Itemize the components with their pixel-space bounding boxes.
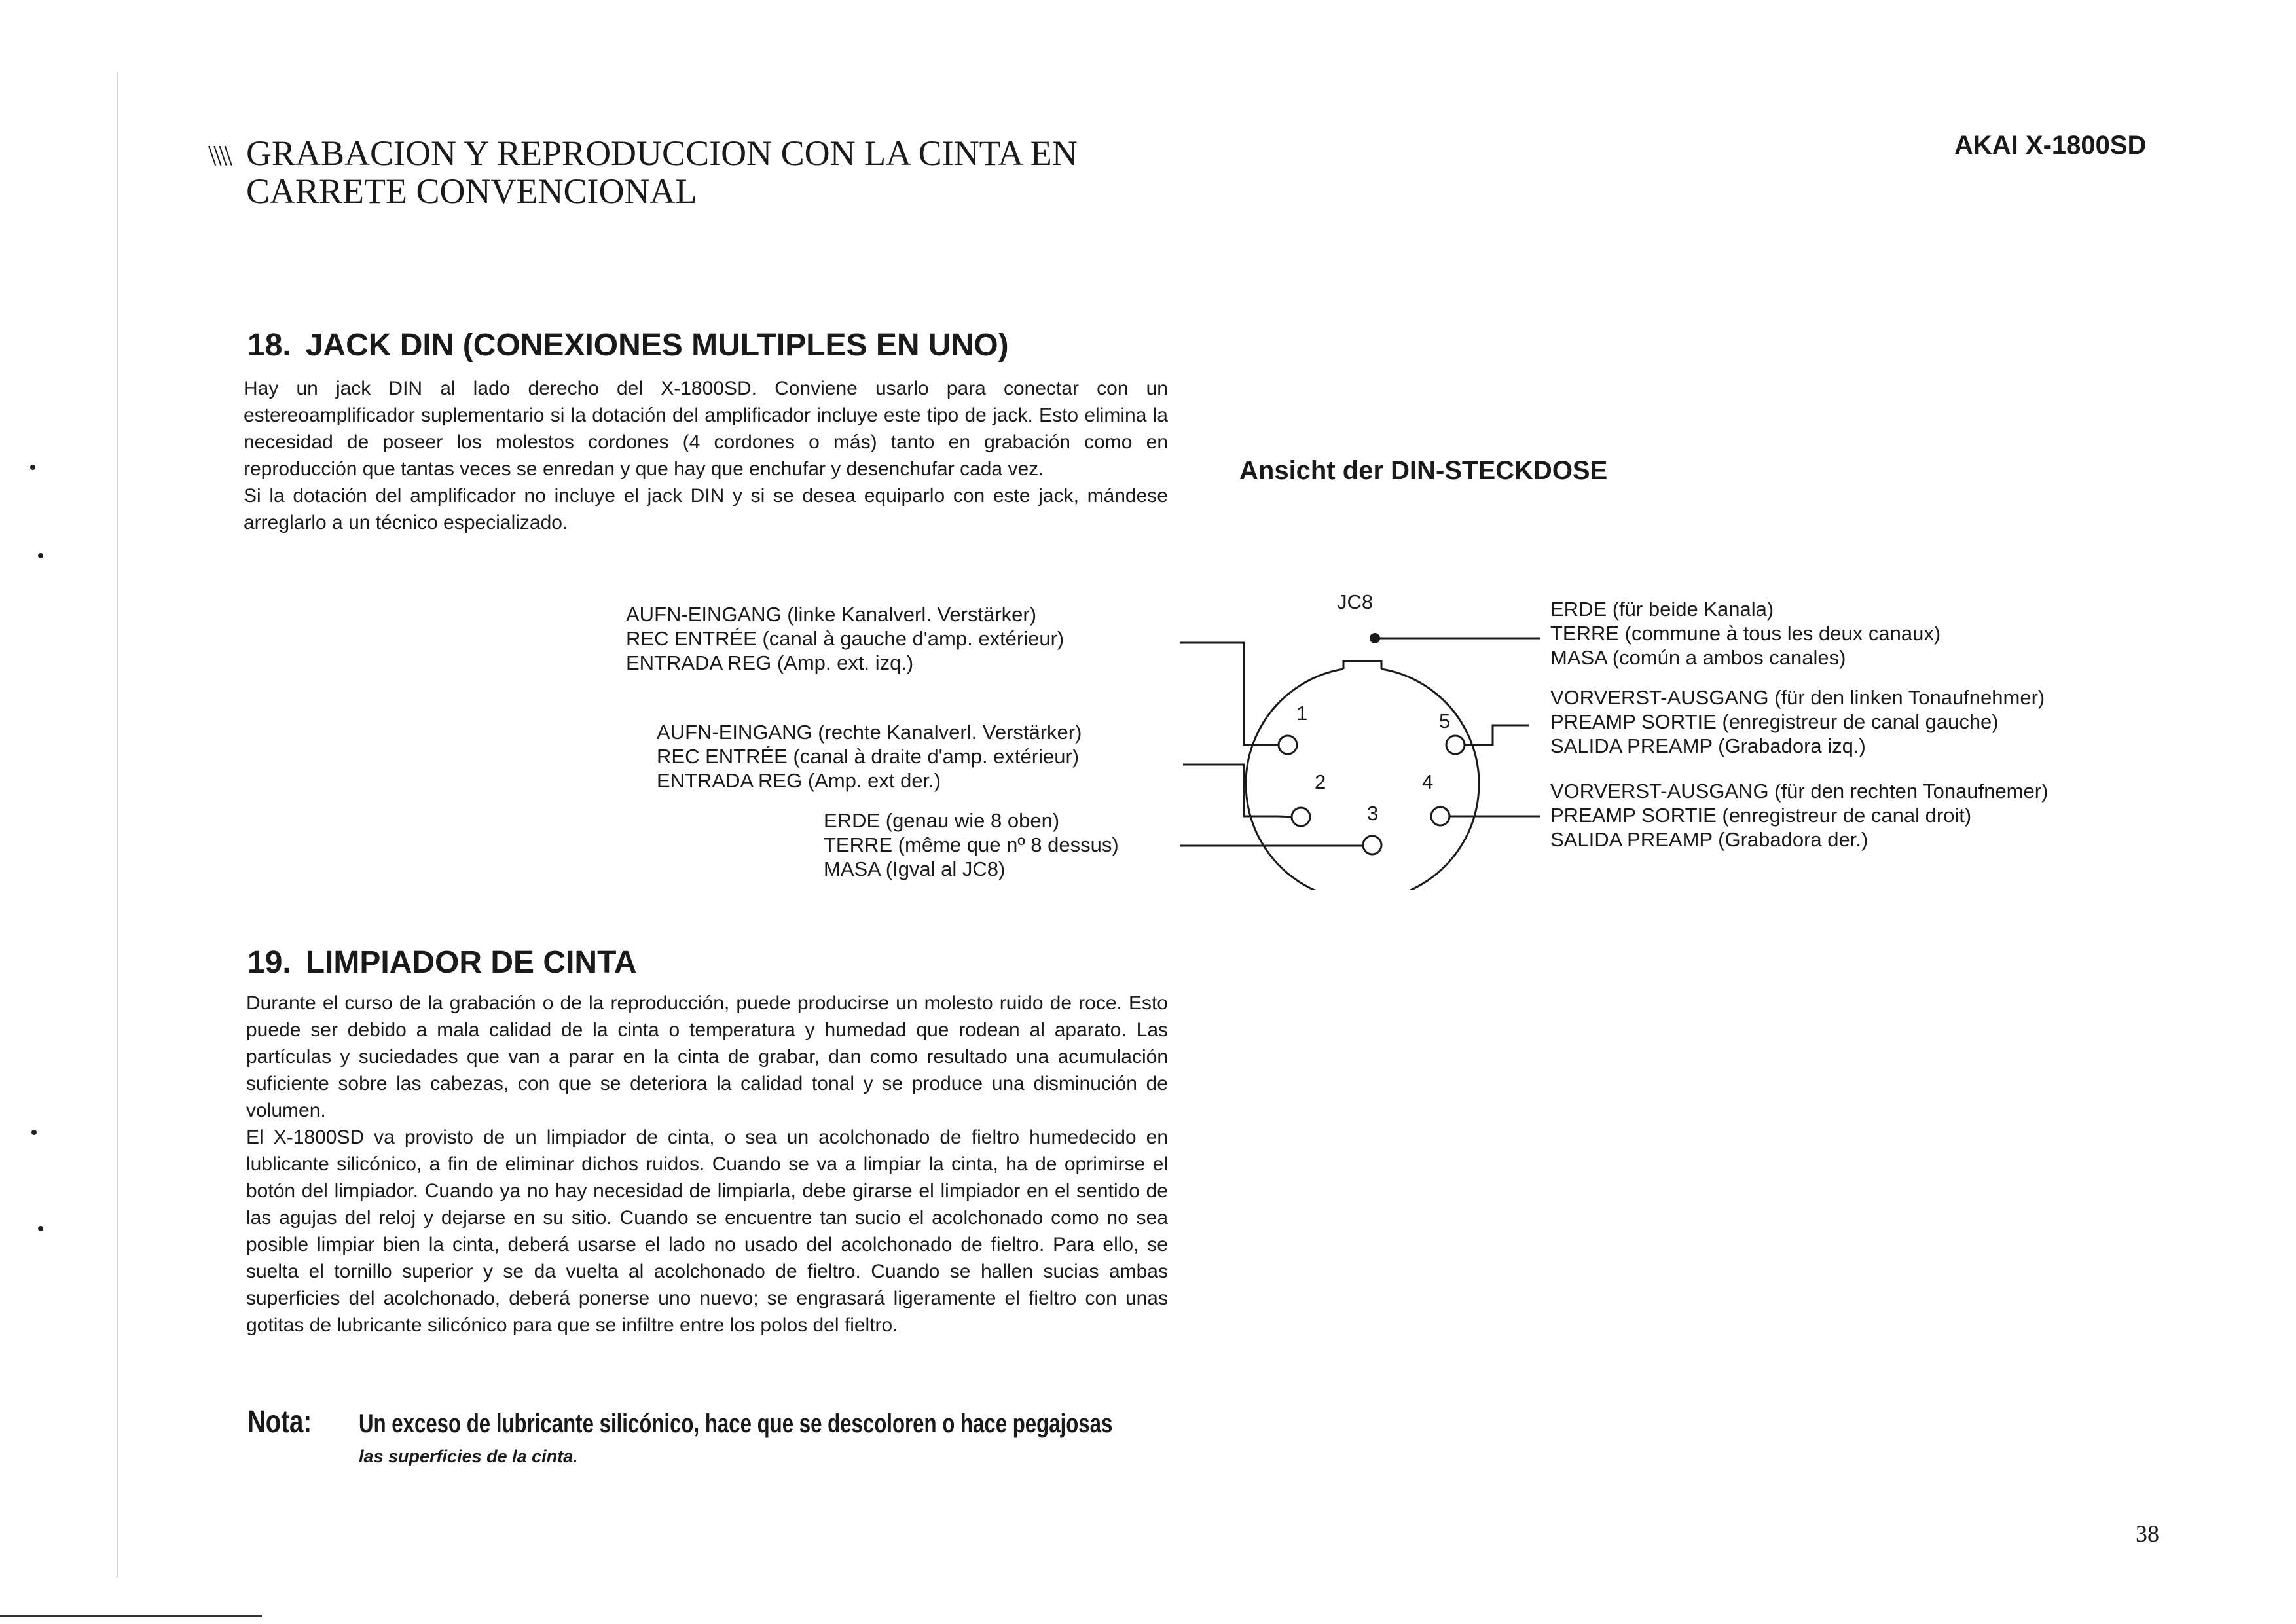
pin1-number: 1: [1296, 702, 1308, 725]
pin3-label-es: MASA (Igval al JC8): [824, 857, 1006, 880]
pin2-lead-line: [1183, 765, 1296, 817]
pin3-circle: [1363, 836, 1381, 854]
jack-label: JC8: [1337, 590, 1374, 613]
pin2-label-group: [657, 720, 1082, 793]
punch-dot: [31, 1130, 37, 1135]
note-label: Nota:: [247, 1405, 312, 1439]
section-19-paragraph-2: El X-1800SD va provisto de un limpiador de cinta, o sea un acolchonado de fieltro humedecido en lublicante silicónico, a fin de eliminar dichos ruidos. Cuando se va a limpiar la cinta, ha de oprimirse el botón del limpiador. Cuando ya no hay necesidad de limpiarla, debe girarse el limpiador en el sentido de las agujas del reloj y dejarse en su sitio. Cuando se encuentre tan sucio el acolchonado como no sea posible limpiar bien la cinta, deberá usarse el lado no usado del acolchonado de fieltro. Para ello, se suelta el tornillo superior y se da vuelta al acolchonado de fieltro. Cuando se hallen sucias ambas superficies del acolchonado, deberá ponerse uno nuevo; se engrasará ligeramente el fieltro con unas gotitas de lubricante silicónico para que se infiltre entre los polos del fieltro.: [246, 1127, 1168, 1336]
punch-dot: [38, 1226, 43, 1231]
pin5-lead-line: [1465, 725, 1529, 745]
pin4-label-group: [1550, 779, 2048, 852]
ground-label-es: MASA (común a ambos canales): [1550, 646, 1846, 669]
section-19-heading: [247, 945, 637, 981]
pin3-label-fr: TERRE (même que nº 8 dessus): [824, 833, 1119, 856]
pin1-label-es: ENTRADA REG (Amp. ext. izq.): [626, 651, 914, 674]
section-18-title: JACK DIN (CONEXIONES MULTIPLES EN UNO): [305, 328, 1009, 363]
socket-key-notch: [1343, 661, 1381, 669]
binding-edge-line: [117, 72, 118, 1578]
pin2-label-de: AUFN-EINGANG (rechte Kanalverl. Verstärker): [657, 721, 1082, 744]
section-18-paragraph-1: Hay un jack DIN al lado derecho del X-1800SD. Conviene usarlo para conectar con un estereoamplificador suplementario si la dotación del amplificador incluye este tipo de jack. Esto elimina la necesidad de poseer los molestos cordones (4 cordones o más) tanto en grabación como en reproducción que tantas veces se enredan y que hay que enchufar y desenchufar cada vez.: [244, 378, 1168, 480]
pin4-label-de: VORVERST-AUSGANG (für den rechten Tonaufnemer): [1550, 780, 2049, 803]
pin5-label-fr: PREAMP SORTIE (enregistreur de canal gauche): [1550, 710, 1999, 733]
pin3-label-de: ERDE (genau wie 8 oben): [824, 809, 1060, 832]
section-18-number: 18.: [247, 328, 291, 363]
chapter-marker-icon: \\\\: [208, 139, 230, 171]
pin4-label-es: SALIDA PREAMP (Grabadora der.): [1550, 828, 1868, 851]
punch-dot: [38, 553, 43, 558]
section-19-title: LIMPIADOR DE CINTA: [305, 945, 637, 980]
pin2-number: 2: [1315, 770, 1326, 793]
pin5-label-es: SALIDA PREAMP (Grabadora izq.): [1550, 734, 1866, 757]
section-18-body: [244, 375, 1168, 536]
punch-dot: [30, 465, 35, 470]
pin1-lead-line: [1180, 643, 1278, 745]
pin1-circle: [1279, 736, 1297, 754]
pin5-number: 5: [1439, 710, 1451, 732]
diagram-title: Ansicht der DIN-STECKDOSE: [1239, 456, 1608, 485]
pin4-label-fr: PREAMP SORTIE (enregistreur de canal droit): [1550, 804, 1972, 827]
section-19-paragraph-1: Durante el curso de la grabación o de la reproducción, puede producirse un molesto ruido de roce. Esto puede ser debido a mala calidad de la cinta o temperatura y humedad que rodean al aparato. Las partículas y suciedades que van a parar en la cinta de grabar, dan como resultado una acumulación suficiente sobre las cabezas, con que se deteriora la calidad tonal y se produce una disminución de volumen.: [246, 992, 1168, 1121]
section-18-paragraph-2: Si la dotación del amplificador no incluye el jack DIN y si se desea equiparlo con este jack, mándese arreglarlo a un técnico especializado.: [244, 485, 1168, 533]
pin2-label-fr: REC ENTRÉE (canal à draite d'amp. extérieur): [657, 745, 1080, 768]
pin4-number: 4: [1422, 770, 1434, 793]
page-number: 38: [2136, 1521, 2159, 1547]
section-18-heading: [247, 327, 1009, 363]
note: [247, 1404, 1325, 1440]
pin2-circle: [1292, 808, 1310, 826]
pin1-label-de: AUFN-EINGANG (linke Kanalverl. Verstärker): [626, 603, 1037, 626]
pin3-label-group: [824, 808, 1119, 881]
note-continuation: las superficies de la cinta.: [359, 1447, 578, 1466]
pin3-number: 3: [1367, 802, 1379, 825]
pin1-label-group: [626, 602, 1064, 675]
bottom-edge-line: [0, 1615, 262, 1617]
pin5-label-group: [1550, 685, 2045, 758]
din-socket-diagram: [1165, 576, 1558, 890]
pin1-label-fr: REC ENTRÉE (canal à gauche d'amp. extérieur): [626, 627, 1065, 650]
chapter-title-line1: GRABACION Y REPRODUCCION CON LA CINTA EN: [246, 134, 1078, 173]
ground-label-fr: TERRE (commune à tous les deux canaux): [1550, 622, 1941, 645]
note-text: Un exceso de lubricante silicónico, hace que se descoloren o hace pegajosas: [359, 1409, 1113, 1438]
pin5-circle: [1446, 736, 1465, 754]
ground-label-de: ERDE (für beide Kanala): [1550, 598, 1774, 621]
pin4-circle: [1431, 807, 1449, 825]
section-19-number: 19.: [247, 945, 291, 980]
pin2-label-es: ENTRADA REG (Amp. ext der.): [657, 769, 941, 792]
chapter-title-line2: CARRETE CONVENCIONAL: [246, 171, 697, 211]
model-name: AKAI X-1800SD: [1954, 131, 2147, 160]
ground-pin-dot: [1370, 633, 1380, 643]
chapter-title: [246, 134, 1228, 210]
section-19-body: [246, 990, 1168, 1339]
socket-body-outline: [1246, 669, 1479, 890]
ground-label-group: [1550, 597, 1941, 670]
pin5-label-de: VORVERST-AUSGANG (für den linken Tonaufnehmer): [1550, 686, 2045, 709]
